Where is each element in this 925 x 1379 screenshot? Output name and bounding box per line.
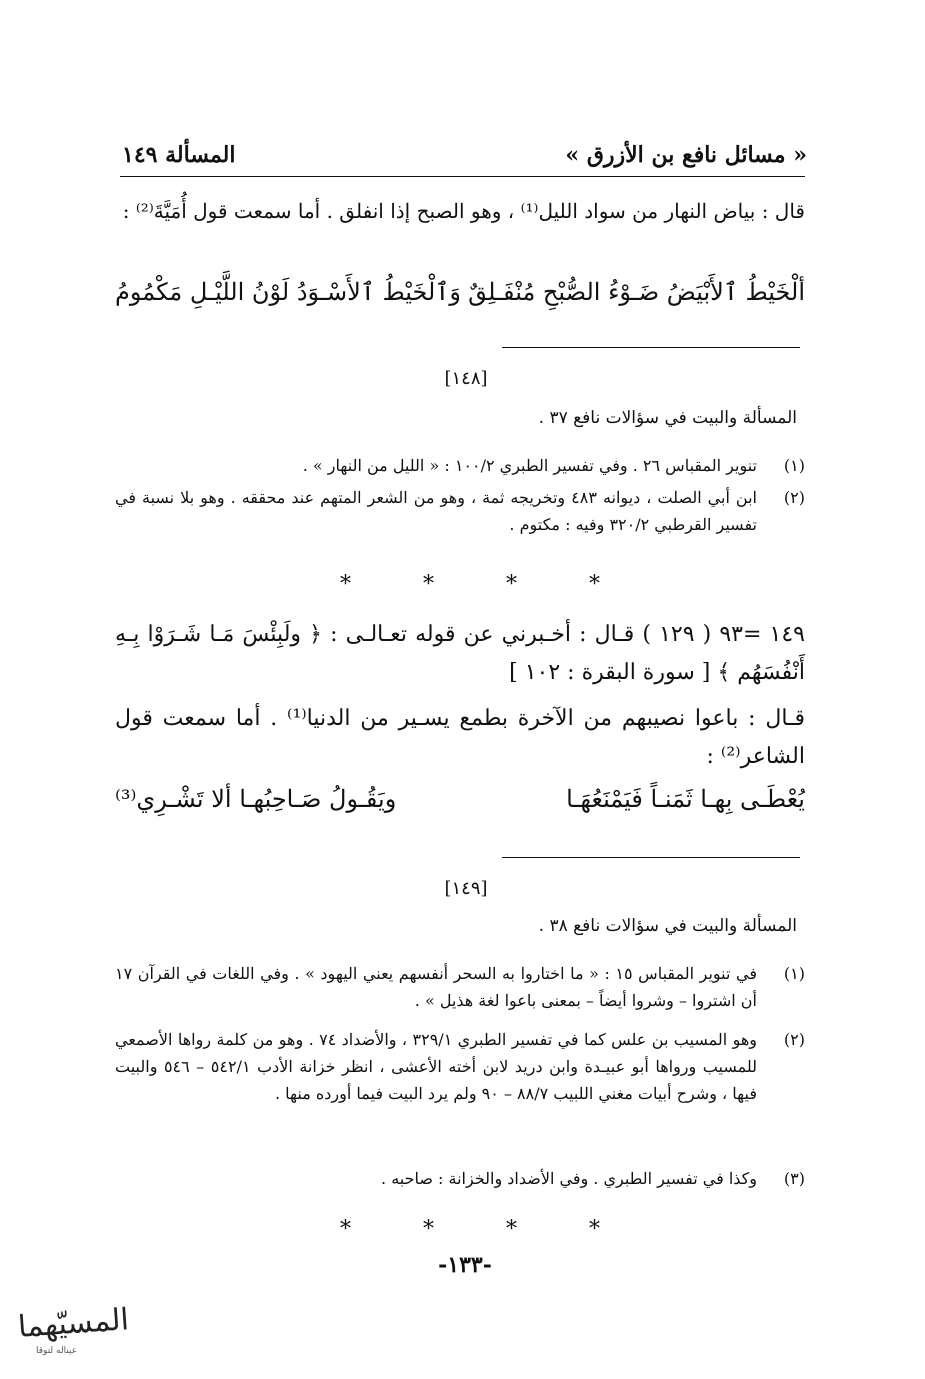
- footnote-text: ابن أبي الصلت ، ديوانه ٤٨٣ وتخريجه ثمة ، وهو من الشعر المتهم عند محققه . وهو بلا نسبة في تفسير القرطبي ٣٢٠/٢ وفيه : مكتوم .: [115, 488, 758, 534]
- source-note-149: المسألة والبيت في سؤالات نافع ٣٨ .: [538, 916, 797, 936]
- section-title: المسألة ١٤٩: [122, 142, 236, 168]
- verse-148-second-hemistich: وَٱلْخَيْطُ ٱلأَسْـوَدُ لَوْنُ اللَّيْـلِ مَكْمُومُ: [115, 278, 461, 306]
- footnote-rule-149: [502, 857, 800, 858]
- footnote-number: (٢): [783, 1030, 805, 1049]
- footnote-number: (١): [783, 456, 805, 475]
- verse-148: [115, 278, 805, 318]
- verse-149: [115, 785, 805, 825]
- section-separator-2: [340, 1217, 600, 1242]
- footnote-text: تنوير المقباس ٢٦ . وفي تفسير الطبري ١٠٠/٢ : « الليل من النهار » .: [302, 456, 757, 475]
- footnote-number: (٢): [783, 488, 805, 507]
- separator-star: *: [589, 1217, 600, 1242]
- answer-149: قـال : باعوا نصيبهم من الآخرة بطمع يسـير من الدنيا⁽¹⁾ . أما سمعت قول الشاعر⁽²⁾ :: [115, 706, 806, 769]
- separator-star: *: [506, 572, 517, 597]
- answer-148: قال : بياض النهار من سواد الليل⁽¹⁾ ، وهو الصبح إذا انفلق . أما سمعت قول أُمَيَّةَ⁽²⁾ :: [122, 199, 805, 223]
- verse-149-second-hemistich: ويَقُـولُ صَـاحِبُهـا ألا تَشْـرِي⁽³⁾: [115, 785, 397, 813]
- footnote-number: (١): [783, 964, 805, 983]
- footnote-149-2: [115, 1026, 805, 1107]
- footnote-149-3: [115, 1165, 805, 1192]
- footnote-number: (٣): [783, 1169, 805, 1188]
- page-number: -١٣٣-: [438, 1252, 492, 1278]
- verse-149-first-hemistich: يُعْطَـى بِهـا ثَمَنـاً فَيَمْنَعُهَـا: [566, 785, 805, 813]
- separator-star: *: [506, 1217, 517, 1242]
- section-label-149: [١٤٩]: [444, 878, 488, 899]
- separator-star: *: [423, 1217, 434, 1242]
- stamp-name: المسيّهما: [16, 1302, 131, 1345]
- stamp-subtitle: عيناله لتوقا: [36, 1346, 78, 1356]
- separator-star: *: [423, 572, 434, 597]
- footnote-text: وكذا في تفسير الطبري . وفي الأضداد والخزانة : صاحبه .: [381, 1169, 757, 1188]
- section-label-148: [١٤٨]: [444, 368, 488, 389]
- separator-star: *: [589, 572, 600, 597]
- footnote-148-2: [115, 484, 805, 538]
- header-rule: [120, 176, 805, 177]
- footnote-text: في تنوير المقباس ١٥ : « ما اختاروا به السحر أنفسهم يعني اليهود » . وفي اللغات في القرآن ١٧ أن اشتروا – وشروا أيضاً – بمعنى باعوا لغة هذيل » .: [115, 964, 758, 1010]
- verse-148-first-hemistich: ألْخَيْطُ ٱلأَبْيَضُ ضَـوْءُ الصُّبْحِ مُنْفَـلِقٌ: [468, 278, 805, 306]
- section-separator-1: [340, 572, 600, 597]
- running-title: « مسائل نافع بن الأزرق »: [565, 142, 807, 168]
- separator-star: *: [340, 1217, 351, 1242]
- question-149: ١٤٩ =٩٣ ( ١٢٩ ) قـال : أخـبرني عن قوله تعـالـى : ﴿ ولَبِئْسَ مَـا شَـرَوْا بِـهِ أَنْفُسَهُم ﴾ [ سورة البقرة : ١٠٢ ]: [115, 622, 805, 685]
- footnote-text: وهو المسيب بن علس كما في تفسير الطبري ٣٢٩/١ ، والأضداد ٧٤ . وهو من كلمة رواها الأصمعي للمسيب ورواها أبو عبيـدة وابن دريد لابن أخته الأعشى ، انظر خزانة الأدب ٥٤٢/١ – ٥٤٦ والبيت فيها ، وشرح أبيات مغني اللبيب ٨٨/٧ – ٩٠ ولم يرد البيت فيما أورده منها .: [115, 1030, 758, 1103]
- source-note-148: المسألة والبيت في سؤالات نافع ٣٧ .: [538, 408, 797, 428]
- footnote-149-1: [115, 960, 805, 1014]
- footnote-rule-148: [502, 347, 800, 348]
- library-stamp-logo: [8, 1300, 143, 1370]
- footnote-148-1: [115, 452, 805, 479]
- separator-star: *: [340, 572, 351, 597]
